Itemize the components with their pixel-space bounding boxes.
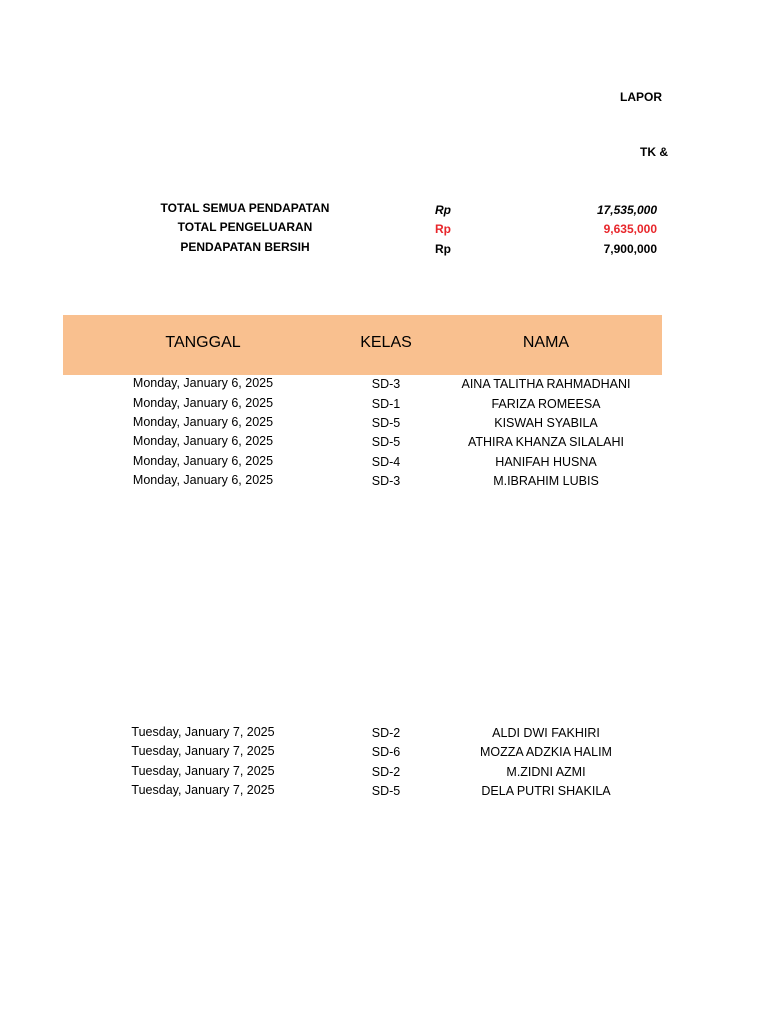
cell-tanggal: Monday, January 6, 2025 [132, 376, 274, 390]
cell-nama: FARIZA ROMEESA [491, 397, 601, 411]
cell-kelas: SD-3 [371, 474, 401, 488]
cell-nama: HANIFAH HUSNA [495, 455, 597, 469]
cell-nama: MOZZA ADZKIA HALIM [480, 745, 612, 759]
cell-kelas: SD-2 [371, 726, 401, 740]
cell-tanggal: Monday, January 6, 2025 [132, 396, 274, 410]
cell-tanggal: Monday, January 6, 2025 [132, 473, 274, 487]
cell-kelas: SD-3 [371, 377, 401, 391]
cell-kelas: SD-4 [371, 455, 401, 469]
column-header-tanggal: TANGGAL [165, 334, 241, 351]
cell-kelas: SD-2 [371, 765, 401, 779]
column-header-kelas: KELAS [360, 334, 412, 351]
cell-tanggal: Tuesday, January 7, 2025 [131, 764, 275, 778]
summary-currency-total-expense: Rp [435, 222, 451, 236]
summary-label-net-income: PENDAPATAN BERSIH [180, 240, 310, 254]
cell-tanggal: Monday, January 6, 2025 [132, 415, 274, 429]
column-header-nama: NAMA [522, 334, 570, 351]
cell-tanggal: Monday, January 6, 2025 [132, 454, 274, 468]
cell-nama: M.ZIDNI AZMI [506, 765, 586, 779]
cell-kelas: SD-1 [371, 397, 401, 411]
report-title: LAPOR [620, 90, 662, 104]
cell-nama: KISWAH SYABILA [494, 416, 598, 430]
cell-nama: ATHIRA KHANZA SILALAHI [467, 435, 625, 449]
cell-kelas: SD-5 [371, 784, 401, 798]
cell-nama: ALDI DWI FAKHIRI [492, 726, 600, 740]
cell-tanggal: Tuesday, January 7, 2025 [131, 783, 275, 797]
cell-kelas: SD-6 [371, 745, 401, 759]
cell-tanggal: Monday, January 6, 2025 [132, 434, 274, 448]
report-subtitle: TK & [640, 145, 668, 159]
cell-tanggal: Tuesday, January 7, 2025 [131, 744, 275, 758]
cell-tanggal: Tuesday, January 7, 2025 [131, 725, 275, 739]
summary-amount-total-income: 17,535,000 [596, 203, 657, 217]
cell-nama: AINA TALITHA RAHMADHANI [461, 377, 631, 391]
cell-nama: M.IBRAHIM LUBIS [493, 474, 599, 488]
cell-kelas: SD-5 [371, 416, 401, 430]
summary-currency-total-income: Rp [435, 203, 451, 217]
summary-currency-net-income: Rp [435, 242, 451, 256]
summary-amount-net-income: 7,900,000 [603, 242, 657, 256]
cell-nama: DELA PUTRI SHAKILA [481, 784, 611, 798]
summary-label-total-expense: TOTAL PENGELUARAN [177, 220, 313, 234]
cell-kelas: SD-5 [371, 435, 401, 449]
summary-label-total-income: TOTAL SEMUA PENDAPATAN [160, 201, 330, 215]
summary-amount-total-expense: 9,635,000 [603, 222, 657, 236]
